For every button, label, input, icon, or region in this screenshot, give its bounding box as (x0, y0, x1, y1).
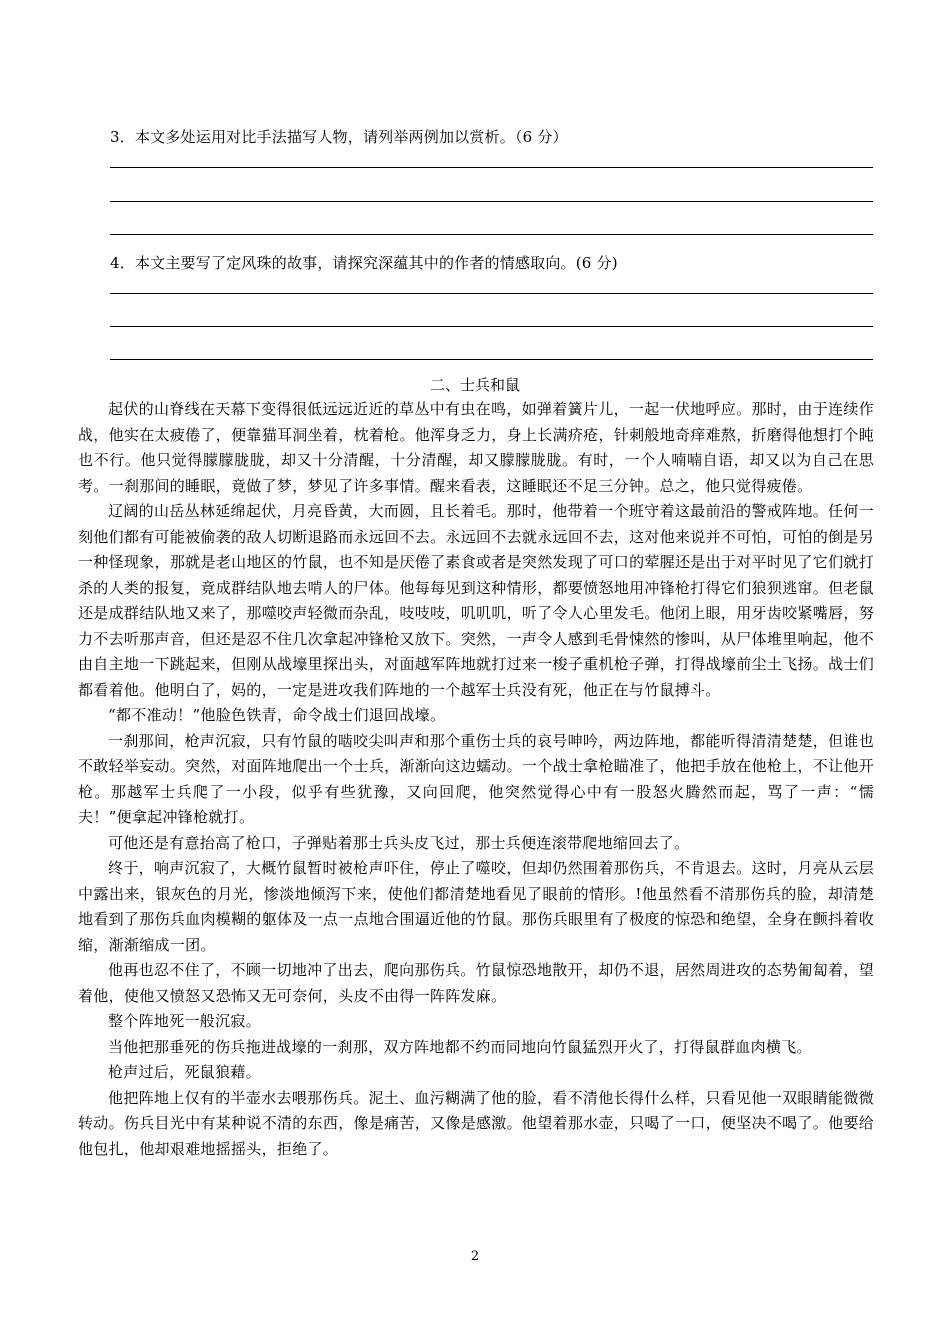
answer-line (110, 167, 873, 168)
answer-line (110, 359, 873, 360)
answer-line (110, 326, 873, 327)
paragraph: 终于，响声沉寂了，大概竹鼠暂时被枪声吓住，停止了噬咬，但却仍然围着那伤兵，不肯退去。这时，月亮从云层中露出来，银灰色的月光，惨淡地倾泻下来，使他们都清楚地看见了眼前的情形。!他虽然看不清那伤兵的脸，却清楚地看到了那伤兵血肉模糊的躯体及一点一点地合围逼近他的竹鼠。那伤兵眼里有了极度的惊恐和绝望，全身在颤抖着收缩，渐渐缩成一团。 (78, 859, 874, 954)
paragraph: 辽阔的山岳丛林延绵起伏，月亮昏黄，大而圆，且长着毛。那时，他带着一个班守着这最前沿的警戒阵地。任何一刻他们都有可能被偷袭的敌人切断退路而永远回不去。永远回不去就永远回不去，这对他来说并不可怕，可怕的倒是另一种怪现象，那就是老山地区的竹鼠，也不知是厌倦了素食或者是突然发现了可口的荤腥还是出于对平时见了它们就打杀的人类的报复，竟成群结队地去啃人的尸体。他每每见到这种情形，都要愤怒地用冲锋枪打得它们狼狈逃窜。但老鼠还是成群结队地又来了，那噬咬声轻微而杂乱，吱吱吱，叽叽叽，听了令人心里发毛。他闭上眼，用牙齿咬紧嘴唇，努力不去听那声音，但还是忍不住几次拿起冲锋枪又放下。突然，一声令人感到毛骨悚然的惨叫，从尸体堆里响起，他不由自主地一下跳起来，但刚从战壕里探出头，对面越军阵地就打过来一梭子重机枪子弹，打得战壕前尘土飞扬。战士们都看着他。他明白了，妈的，一定是进攻我们阵地的一个越军士兵没有死，他正在与竹鼠搏斗。 (78, 502, 874, 699)
answer-line (110, 234, 873, 235)
paragraph: 枪声过后，死鼠狼藉。 (108, 1063, 262, 1081)
section-title: 二、士兵和鼠 (429, 376, 520, 394)
paragraph: 整个阵地死一般沉寂。 (108, 1012, 262, 1030)
question-3: 3．本文多处运用对比手法描写人物，请列举两例加以赏析。（6 分） (110, 128, 568, 146)
paragraph: 他再也忍不住了，不顾一切地冲了出去，爬向那伤兵。竹鼠惊恐地散开，却仍不退，居然周进攻的态势匍匐着，望着他，使他又愤怒又恐怖又无可奈何，头皮不由得一阵阵发麻。 (78, 961, 874, 1005)
answer-line (110, 201, 873, 202)
answer-line (110, 293, 873, 294)
paragraph: 他把阵地上仅有的半壶水去喂那伤兵。泥土、血污糊满了他的脸，看不清他长得什么样，只看见他一双眼睛能微微转动。伤兵目光中有某种说不清的东西，像是痛苦，又像是感激。他望着那水壶，只喝了一口，便坚决不喝了。他要给他包扎，他却艰难地摇摇头，拒绝了。 (78, 1088, 874, 1158)
page-number: 2 (470, 1249, 480, 1264)
paragraph: 可他还是有意抬高了枪口，子弹贴着那士兵头皮飞过，那士兵便连滚带爬地缩回去了。 (108, 833, 690, 852)
question-4: 4．本文主要写了定风珠的故事，请探究深蕴其中的作者的情感取向。(6 分) (110, 254, 618, 272)
paragraph: 当他把那垂死的伤兵拖进战壕的一刹那，双方阵地都不约而同地向竹鼠猛烈开火了，打得鼠群血肉横飞。 (108, 1037, 812, 1056)
paragraph: 一刹那间，枪声沉寂，只有竹鼠的啮咬尖叫声和那个重伤士兵的哀号呻吟，两边阵地，都能听得清清楚楚，但谁也不敢轻举妄动。突然，对面阵地爬出一个士兵，渐渐向这边蠕动。一个战士拿枪瞄准了，他把手放在他枪上，不让他开枪。那越军士兵爬了一小段，似乎有些犹豫，又向回爬，他突然觉得心中有一股怒火腾然而起，骂了一声：“懦夫！”便拿起冲锋枪就打。 (78, 731, 874, 826)
paragraph: 起伏的山脊线在天幕下变得很低远远近近的草丛中有虫在鸣，如弹着簧片儿，一起一伏地呼应。那时，由于连续作战，他实在太疲倦了，便靠猫耳洞坐着，枕着枪。他浑身乏力，身上长满疥疮，针刺般地奇痒难熬，折磨得他想打个盹也不行。他只觉得朦朦胧胧，却又十分清醒，十分清醒，却又朦朦胧胧。有时，一个人喃喃自语，却又以为自己在思考。一刹那间的睡眠，竟做了梦，梦见了许多事情。醒来看表，这睡眠还不足三分钟。总之，他只觉得疲倦。 (78, 400, 874, 495)
article-body (78, 397, 874, 1162)
paragraph: “都不准动！”他脸色铁青，命令战士们退回战壕。 (108, 706, 446, 724)
